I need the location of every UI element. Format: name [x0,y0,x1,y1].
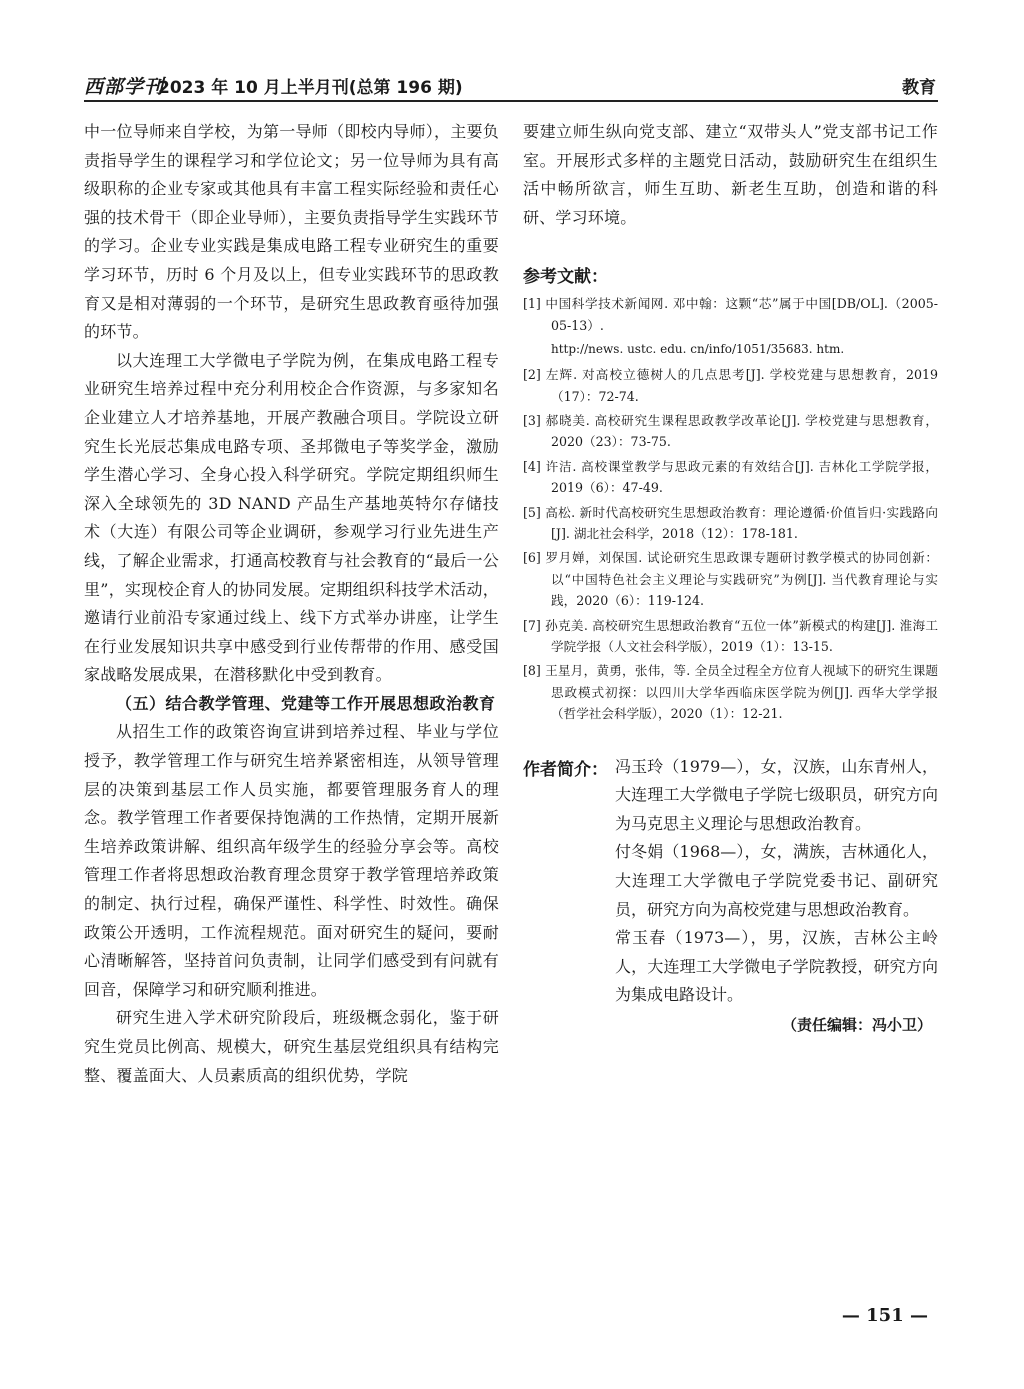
author-bio [523,753,938,1010]
author-entry: 常玉春（1973—），男，汉族，吉林公主岭人，大连理工大学微电子学院教授，研究方向为集成电路设计。 [615,928,938,1005]
reference-item: [2] 左辉. 对高校立德树人的几点思考[J]. 学校党建与思想教育，2019（17）：72-74. [523,367,938,404]
right-column [523,118,938,1035]
reference-url: http://news. ustc. edu. cn/info/1051/35683. htm. [551,342,845,357]
body-paragraph: 要建立师生纵向党支部、建立“双带头人”党支部书记工作室。开展形式多样的主题党日活动，鼓励研究生在组织生活中畅所欲言，师生互助、新老生互助，创造和谐的科研、学习环境。 [523,122,938,227]
reference-item: [1] 中国科学技术新闻网. 邓中翰：这颗“芯”属于中国[DB/OL].（2005-05-13）. [523,296,938,333]
issue-info: 2023 年 10 月上半月刊(总第 196 期) [158,78,463,98]
running-header [84,70,938,102]
section-name: 教育 [902,78,936,98]
responsible-editor: （责任编辑：冯小卫） [781,1016,932,1035]
author-entry: 冯玉玲（1979—），女，汉族，山东青州人，大连理工大学微电子学院七级职员，研究方向为马克思主义理论与思想政治教育。 [615,756,938,833]
section-heading: （五）结合教学管理、党建等工作开展思想政治教育 [116,693,496,713]
body-paragraph: 以大连理工大学微电子学院为例，在集成电路工程专业研究生培养过程中充分利用校企合作资源，与多家知名企业建立人才培养基地，开展产教融合项目。学院设立研究生长光辰芯集成电路专项、圣邦微电子等奖学金，激励学生潜心学习、全身心投入科学研究。学院定期组织师生深入全球领先的 3D NAND 产品生产基地英特尔存储技术（大连）有限公司等企业调研，参观学习行业先进生产线，了解企业需求，打通高校教育与社会教育的“最后一公里”，实现校企育人的协同发展。定期组织科技学术活动，邀请行业前沿专家通过线上、线下方式举办讲座，让学生在行业发展知识共享中感受到行业传帮带的作用、感受国家战略发展成果，在潜移默化中受到教育。 [84,350,499,685]
reference-item: [6] 罗月婵，刘保国. 试论研究生思政课专题研讨教学模式的协同创新：以“中国特色社会主义理论与实践研究”为例[J]. 当代教育理论与实践，2020（6）：119-124. [523,550,938,609]
references-title: 参考文献： [523,267,608,288]
reference-item: [5] 高松. 新时代高校研究生思想政治教育：理论遵循·价值旨归·实践路向[J]. 湖北社会科学，2018（12）：178-181. [523,504,938,542]
journal-logo: 西部学刊 [84,76,165,98]
reference-item: [4] 许洁. 高校课堂教学与思政元素的有效结合[J]. 吉林化工学院学报，2019（6）：47-49. [523,458,938,496]
page-number: — 151 — [841,1305,928,1326]
author-bio-label: 作者简介： [523,759,608,780]
reference-item: [8] 王星月，黄勇，张伟，等. 全员全过程全方位育人视域下的研究生课题思政模式初探：以四川大学华西临床医学院为例[J]. 西华大学学报（哲学社会科学版），2020（1）：12-21. [523,663,938,722]
reference-item: [7] 孙克美. 高校研究生思想政治教育“五位一体”新模式的构建[J]. 淮海工学院学报（人文社会科学版），2019（1）：13-15. [523,617,938,655]
author-entry: 付冬娟（1968—），女，满族，吉林通化人，大连理工大学微电子学院党委书记、副研究员，研究方向为高校党建与思想政治教育。 [615,842,938,919]
left-column [84,118,499,1090]
body-paragraph: 从招生工作的政策咨询宣讲到培养过程、毕业与学位授予，教学管理工作与研究生培养紧密相连，从领导管理层的决策到基层工作人员实施，都要管理服务育人的理念。教学管理工作者要保持饱满的工作热情，定期开展新生培养政策讲解、组织高年级学生的经验分享会等。高校管理工作者将思想政治教育理念贯穿于教学管理培养政策的制定、执行过程，确保严谨性、科学性、时效性。确保政策公开透明，工作流程规范。面对研究生的疑问，要耐心清晰解答，坚持首问负责制，让同学们感受到有问就有回音，保障学习和研究顺利推进。 [84,722,499,999]
reference-item: [3] 郝晓美. 高校研究生课程思政教学改革论[J]. 学校党建与思想教育，2020（23）：73-75. [523,413,938,450]
body-paragraph: 研究生进入学术研究阶段后，班级概念弱化，鉴于研究生党员比例高、规模大，研究生基层党组织具有结构完整、覆盖面大、人员素质高的组织优势，学院 [84,1008,499,1085]
body-paragraph: 中一位导师来自学校，为第一导师（即校内导师），主要负责指导学生的课程学习和学位论文；另一位导师为具有高级职称的企业专家或其他具有丰富工程实际经验和责任心强的技术骨干（即企业导师），主要负责指导学生实践环节的学习。企业专业实践是集成电路工程专业研究生的重要学习环节，历时 6 个月及以上，但专业实践环节的思政教育又是相对薄弱的一个环节，是研究生思政教育亟待加强的环节。 [84,122,499,342]
references-list [523,293,938,724]
